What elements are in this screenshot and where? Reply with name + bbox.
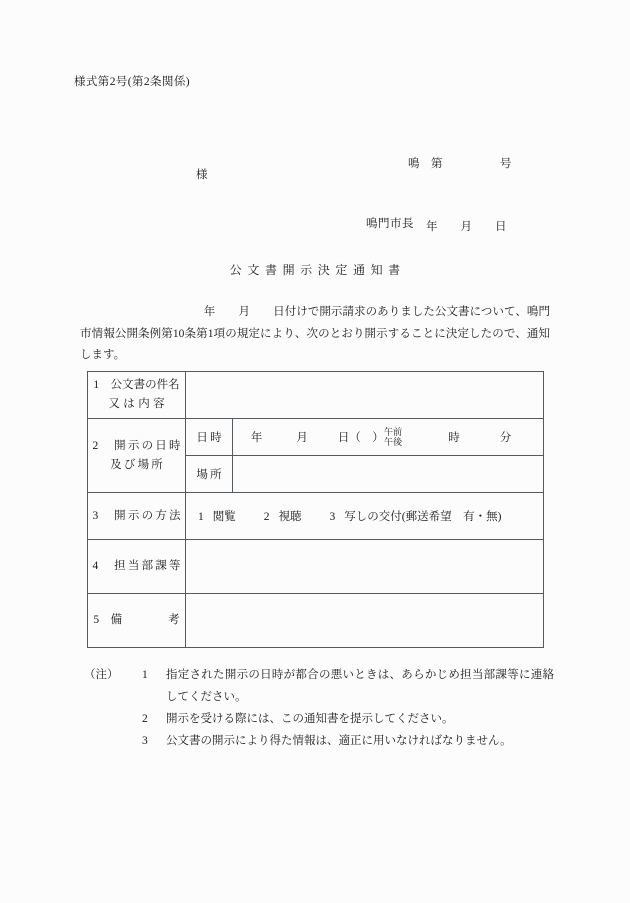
method-option-3-label[interactable]: 写しの交付(郵送希望 有・無) (344, 511, 502, 523)
table-row (88, 372, 544, 419)
disclosure-form-table (87, 371, 544, 648)
am-label: 午前 (383, 426, 403, 437)
row5-label: 5 備 考 (93, 614, 180, 626)
note-number: 1 (142, 669, 148, 681)
row1-value-cell[interactable] (186, 372, 544, 419)
addressee: 様 (196, 169, 208, 181)
document-number-line: 鳴 第 号 (408, 158, 512, 170)
row1-number: 1 (93, 379, 100, 391)
note-text: 公文書の開示により得た情報は、適正に用いなければなりません。 (166, 735, 512, 747)
row1-label-line1: 1 公文書の件名 (93, 379, 180, 391)
note-number: 2 (142, 713, 148, 725)
notes-label: （注） (84, 669, 119, 681)
row2-number: 2 (92, 439, 101, 452)
row2-place-sublabel: 場所 (186, 456, 233, 493)
row5-number: 5 (93, 614, 100, 626)
row4-value-cell[interactable] (186, 540, 544, 594)
row4-label-cell (88, 540, 186, 594)
row2-datetime-value-cell[interactable] (233, 419, 544, 456)
day-label: 日（ ） (337, 432, 384, 444)
row2-label-line2: 及び場所 (110, 458, 165, 471)
datetime-field-row (233, 427, 543, 448)
row5-value-cell[interactable] (186, 594, 544, 648)
body-paragraph: 年 月 日付けで開示請求のありました公文書について、鳴門市情報公開条例第10条第1項の規定により、次のとおり開示することに決定したので、通知します。 (80, 306, 550, 361)
month-label: 月 (296, 432, 308, 444)
method-option-2-label[interactable]: 視聴 (278, 511, 302, 523)
table-row (88, 419, 544, 456)
row2-label-line1: 2 開示の日時 (92, 439, 183, 452)
method-option-1-label[interactable]: 閲覧 (212, 511, 236, 523)
table-row (88, 493, 544, 540)
list-item (142, 730, 554, 752)
year-label: 年 (250, 432, 263, 444)
method-option-3-number: 3 (329, 511, 336, 523)
note-number: 3 (142, 735, 148, 747)
am-pm-selector[interactable] (384, 427, 402, 448)
note-text: 指定された開示の日時が都合の悪いときは、あらかじめ担当部課等に連絡してください。 (166, 669, 554, 703)
issuer-name: 鳴門市長 (366, 218, 414, 230)
row2-label-cell (88, 419, 186, 493)
disclosure-method-options (186, 508, 543, 524)
hour-label: 時 (448, 432, 460, 444)
document-meta-block (408, 112, 512, 280)
row1-label-line2: 又は内容 (108, 398, 168, 410)
row1-label-cell (88, 372, 186, 419)
list-item (142, 664, 554, 708)
page-title: 公文書開示決定通知書 (229, 263, 406, 277)
row2-datetime-sublabel: 日時 (186, 419, 233, 456)
row2-place-value-cell[interactable] (233, 456, 544, 493)
method-option-1-number: 1 (198, 511, 204, 523)
row3-label: 3 開示の方法 (92, 509, 183, 522)
pm-label: 午後 (383, 437, 403, 447)
document-date-line: 年 月 日 (426, 221, 507, 233)
notes-section (84, 664, 554, 752)
table-row (88, 540, 544, 594)
form-number: 様式第2号(第2条関係) (74, 76, 190, 88)
minute-label: 分 (499, 432, 512, 444)
row3-value-cell (186, 493, 544, 540)
note-text: 開示を受ける際には、この通知書を提示してください。 (166, 713, 454, 725)
notes-list (84, 664, 554, 752)
row5-label-cell (88, 594, 186, 648)
row4-label: 4 担当部課等 (92, 560, 183, 572)
method-option-2-number: 2 (263, 511, 270, 523)
row3-number: 3 (92, 509, 101, 522)
table-row (88, 594, 544, 648)
row3-label-cell (88, 493, 186, 540)
row4-number: 4 (92, 560, 101, 572)
list-item (142, 708, 554, 730)
